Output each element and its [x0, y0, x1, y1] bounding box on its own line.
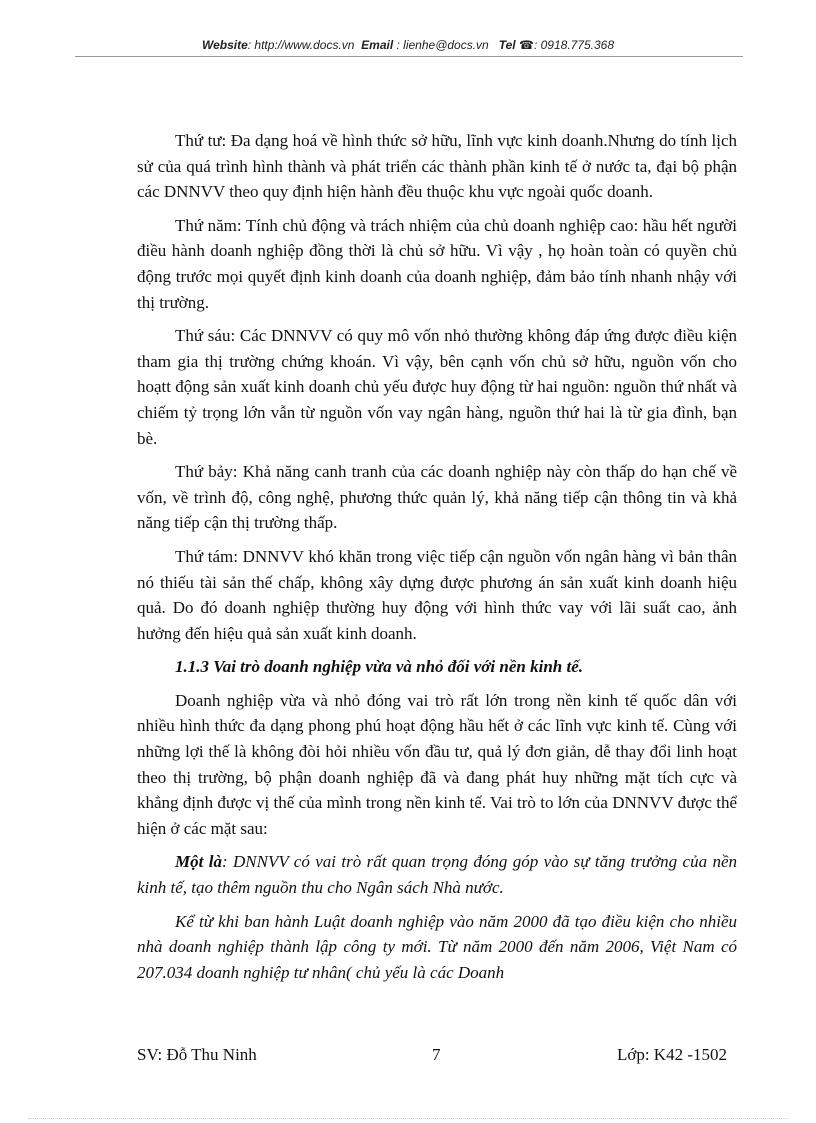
paragraph-vai-tro: Doanh nghiệp vừa và nhỏ đóng vai trò rất lớn trong nền kinh tế quốc dân với nhiều hình thức đa dạng phong phú hoạt động hầu hết ở các lĩnh vực kinh tế. Cùng với những lợi thế là không đòi hỏi nhiều vốn đầu tư, quả lý đơn giản, dễ thay đổi linh hoạt theo thị trường, bộ phận doanh nghiệp đã và đang phát huy những mặt tích cực và khẳng định được vị thế của mình trong nền kinh tế. Vai trò to lớn của DNNVV được thể hiện ở các mặt sau:	[137, 690, 737, 838]
footer-student: SV: Đỗ Thu Ninh	[137, 1045, 257, 1064]
paragraph-thu-nam: Thứ năm: Tính chủ động và trách nhiệm của chủ doanh nghiệp cao: hầu hết người điều hành doanh nghiệp đồng thời là chủ sở hữu. Vì vậy , họ hoàn toàn có quyền chủ động trước mọi quyết định kinh doanh của doanh nghiệp, đảm bảo tính nhanh nhậy với thị trường.	[137, 215, 737, 312]
paragraph-thu-tu: Thứ tư: Đa dạng hoá về hình thức sở hữu, lĩnh vực kinh doanh.Nhưng do tính lịch sử của quá trình hình thành và phát triển các thành phần kinh tế ở nước ta, đại bộ phận các DNNVV theo quy định hiện hành đều thuộc khu vực ngoài quốc doanh.	[137, 131, 737, 202]
footer-dotted-line	[28, 1118, 788, 1119]
phone-icon: ☎	[519, 38, 534, 52]
paragraph-luat-doanh-nghiep: Kể từ khi ban hành Luật doanh nghiệp vào năm 2000 đã tạo điều kiện cho nhiều nhà doanh nghiệp thành lập công ty mới. Từ năm 2000 đến năm 2006, Việt Nam có 207.034 doanh nghiệp tư nhân( chủ yếu là các Doanh	[137, 911, 737, 982]
paragraph-thu-bay: Thứ bảy: Khả năng canh tranh của các doanh nghiệp này còn thấp do hạn chế về vốn, về trình độ, công nghệ, phương thức quản lý, khả năng tiếp cận thông tin và khả năng tiếp cận thị trường thấp.	[137, 462, 737, 533]
mot-la-lead: Một là	[175, 852, 222, 872]
page-header	[0, 38, 816, 52]
email-label: Email	[361, 38, 394, 52]
tel-label: Tel	[498, 38, 516, 52]
mot-la-text: : DNNVV có vai trò rất quan trọng đóng góp vào sự tăng trưởng của nền kinh tế, tạo thêm nguồn thu cho Ngân sách Nhà nước.	[137, 852, 738, 898]
paragraph-mot-la	[137, 849, 737, 900]
paragraph-thu-sau: Thứ sáu: Các DNNVV có quy mô vốn nhỏ thường không đáp ứng được điều kiện tham gia thị trường chứng khoán. Vì vậy, bên cạnh vốn chủ sở hữu, nguồn vốn cho hoạtt động sản xuất kinh doanh chủ yếu được huy động từ hai nguồn: nguồn thứ nhất và chiếm tỷ trọng lớn vẫn từ nguồn vốn vay ngân hàng, nguồn thứ hai là từ gia đình, bạn bè.	[137, 326, 737, 448]
website-label: Website	[201, 38, 248, 52]
email-value[interactable]: : lienhe@docs.vn	[396, 38, 489, 52]
header-divider	[75, 56, 743, 57]
section-heading: 1.1.3 Vai trò doanh nghiệp vừa và nhỏ đối với nền kinh tế.	[175, 657, 584, 677]
page-number: 7	[432, 1045, 441, 1064]
footer-class: Lớp: K42 -1502	[616, 1045, 727, 1064]
tel-value: : 0918.775.368	[533, 38, 615, 52]
website-value[interactable]: : http://www.docs.vn	[247, 38, 355, 52]
document-body	[137, 128, 737, 985]
paragraph-thu-tam: Thứ tám: DNNVV khó khăn trong việc tiếp cận nguồn vốn ngân hàng vì bản thân nó thiếu tài sản thế chấp, không xây dựng được phương án sản xuất kinh doanh hiệu quả. Do đó doanh nghiệp thường huy động với hình thức vay với lãi suất cao, ảnh hưởng đến hiệu quả sản xuất kinh doanh.	[137, 546, 737, 643]
